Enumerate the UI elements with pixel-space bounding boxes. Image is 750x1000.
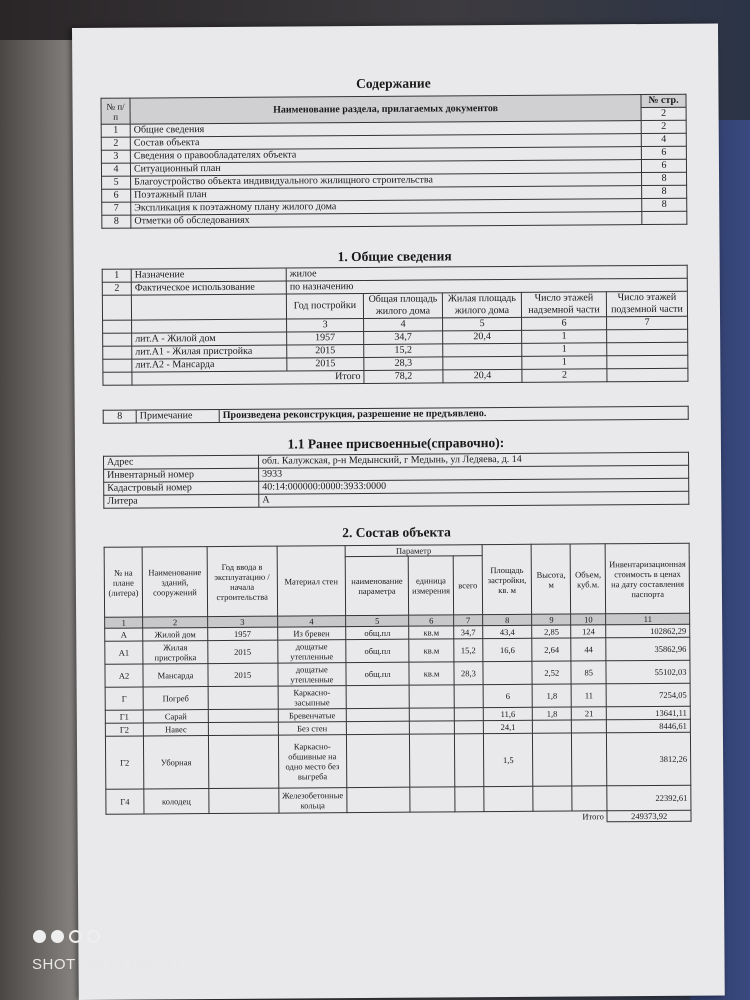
- general-row: лит.А - Жилой дом 1957 34,7 20,4 1: [103, 329, 688, 346]
- dot-icon: [33, 930, 46, 943]
- composition-row: А1 Жилая пристройка 2015 дощатые утепленные общ.пл кв.м 15,2 16,6 2,64 44 35862,96: [105, 637, 690, 664]
- previous-title: 1.1 Ранее присвоенные(справочно):: [287, 434, 505, 452]
- header-total-area: Общая площадь жилого дома: [363, 293, 442, 319]
- composition-title: 2. Состав объекта: [342, 524, 451, 541]
- composition-table: № на плане (литера) Наименование зданий, сооружений Год ввода в эксплуатацию /начала строительства Материал стен Параметр Площадь застройки, кв. м Высота, м Объем, куб.м. Инвентаризационная стоимость в ценах на дату составления паспорта наименование параметра единица измерения всего 1 2 3 4 5 6 7 8 9 10 11 А Жилой дом 1957 Из бревен общ.пл кв.м 34,7 43,4 2,85 124 102862,29 А1 Жилая пристройка 2015 дощатые утепленные общ.пл кв.м 15,2 16,6 2,64 44 35862,96 А2 Мансарда 2015 дощатые утепленные общ.пл кв.м 28,3 2,52 85 55102,03 Г Погреб Каркасно-засыпные 6 1,8 11 7254,05 Г1 Сарай Бревенчатые 11,6 1,8 21 13641,11 Г2 Навес Без стен 24,1 8446,61 Г2 Уборная Каркасно-обшивные на одно место без выгреба 1,5 3812,26 Г4 колодец Железобетонные кольца 22392,61 Итого 249373,92: [104, 543, 692, 826]
- general-row: лит.А1 - Жилая пристройка 2015 15,2 1: [103, 342, 688, 359]
- previous-row: Кадастровый номер 40:14:000000:0000:3933:0000: [104, 478, 689, 495]
- camera-dots: [33, 930, 105, 948]
- composition-row: Г2 Навес Без стен 24,1 8446,61: [105, 719, 690, 736]
- camera-watermark: SHOT ON REDMI 9T: [32, 956, 183, 973]
- toc-table: [100, 94, 687, 229]
- purpose-label: Назначение: [131, 268, 286, 282]
- toc-header-name: Наименование раздела, прилагаемых документов: [130, 95, 641, 125]
- previous-row: Литера А: [104, 491, 689, 508]
- general-row: лит.А2 - Мансарда 2015 28,3 1: [103, 355, 688, 372]
- usage-value: по назначению: [286, 278, 687, 294]
- general-table: 1 Назначение жилое 2 Фактическое использование по назначению Год постройки Общая площадь жилого дома Жилая площадь жилого дома Число этажей надземной части Число этажей подземной части 3 4 5 6 7 лит.А - Жилой дом 1957 34,7 20,4 1 лит.А1 - Жилая пристройка 2015 15,2 1 лит.А2 - Мансарда 2015 28,3 1 Итого 78,2 20,4 2: [102, 265, 689, 386]
- toc-title: Содержание: [356, 75, 431, 92]
- previous-row: Инвентарный номер 3933: [104, 465, 689, 482]
- dot-icon: [87, 930, 100, 943]
- toc-row: 3 Сведения о правообладателях объекта 6: [101, 146, 686, 163]
- previous-row: Адрес обл. Калужская, р-н Медынский, г Медынь, ул Ледяева, д. 14: [103, 452, 688, 469]
- composition-row: Г Погреб Каркасно-засыпные 6 1,8 11 7254,05: [105, 683, 690, 710]
- document-content: [100, 74, 691, 826]
- previous-page-edge: [0, 40, 80, 1000]
- composition-row: Г4 колодец Железобетонные кольца 22392,61: [106, 785, 691, 814]
- toc-row: 8 Отметки об обследованиях: [102, 211, 687, 228]
- purpose-value: жилое: [286, 265, 687, 281]
- toc-row: 2 Состав объекта 4: [101, 133, 686, 150]
- composition-total-row: Итого 249373,92: [106, 810, 691, 825]
- toc-header-num: № п/п: [101, 98, 130, 124]
- composition-row: Г2 Уборная Каркасно-обшивные на одно место без выгреба 1,5 3812,26: [105, 732, 690, 789]
- toc-row: 5 Благоустройство объекта индивидуального жилищного строительства 8: [102, 172, 687, 189]
- dot-icon: [69, 930, 82, 943]
- composition-total-cost: 249373,92: [607, 810, 691, 822]
- header-floors-below: Число этажей подземной части: [606, 291, 687, 317]
- general-title: 1. Общие сведения: [337, 248, 452, 265]
- previous-table: [103, 452, 689, 509]
- dot-icon: [51, 930, 64, 943]
- note-value: Произведена реконструкция, разрешение не предъявлено.: [219, 406, 688, 422]
- toc-row: 6 Поэтажный план 8: [102, 185, 687, 202]
- general-total-row: Итого 78,2 20,4 2: [103, 368, 688, 385]
- toc-header-page: № стр.: [641, 94, 686, 107]
- toc-row: 1 Общие сведения 2: [101, 120, 686, 137]
- composition-row: А Жилой дом 1957 Из бревен общ.пл кв.м 34,7 43,4 2,85 124 102862,29: [105, 624, 690, 641]
- toc-row: 4 Ситуационный план 6: [101, 159, 686, 176]
- composition-body: [105, 624, 691, 814]
- toc-row: 7 Экспликация к поэтажному плану жилого дома 8: [102, 198, 687, 215]
- header-floors-above: Число этажей надземной части: [521, 292, 606, 318]
- usage-label: Фактическое использование: [131, 281, 286, 295]
- composition-row: А2 Мансарда 2015 дощатые утепленные общ.пл кв.м 28,3 2,52 85 55102,03: [105, 660, 690, 687]
- toc-first-page: 2: [641, 107, 686, 120]
- document-sheet: [72, 23, 725, 999]
- composition-row: Г1 Сарай Бревенчатые 11,6 1,8 21 13641,11: [105, 706, 690, 723]
- header-year: Год постройки: [286, 293, 363, 319]
- note-table: 8 Примечание Произведена реконструкция, разрешение не предъявлено.: [103, 406, 689, 424]
- header-living-area: Жилая площадь жилого дома: [442, 292, 521, 318]
- note-label: Примечание: [136, 409, 219, 423]
